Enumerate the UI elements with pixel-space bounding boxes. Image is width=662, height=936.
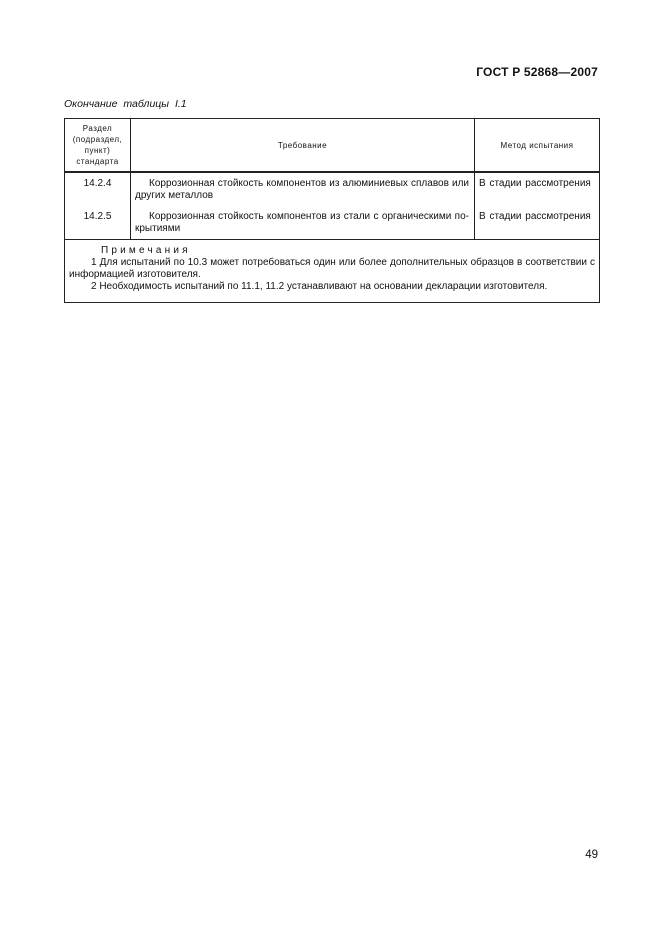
column-header-method: Метод испытания (475, 119, 600, 173)
column-header-requirement: Требование (131, 119, 475, 173)
notes-title: Примечания (101, 245, 191, 256)
table-row (65, 205, 600, 240)
notes-row (65, 240, 600, 303)
row-section-number: 14.2.4 (65, 172, 131, 205)
row-section-number: 14.2.5 (65, 205, 131, 240)
notes-block (65, 240, 600, 303)
row-requirement: Коррозионная стойкость компонентов из стали с органическими по-крытиями (131, 205, 475, 240)
page-number: 49 (585, 849, 598, 861)
section-header-line-2: (подраздел, (72, 135, 123, 144)
note-item-1: 1 Для испытаний по 10.3 может потребоваться один или более дополнительных образцов в соответствии с информацией изготовителя. (69, 257, 595, 280)
table-row (65, 172, 600, 205)
table-caption: Окончание таблицы I.1 (64, 98, 187, 110)
row-requirement: Коррозионная стойкость компонентов из алюминиевых сплавов или других металлов (131, 172, 475, 205)
row-test-method: В стадии рассмотрения (475, 205, 600, 240)
standard-code: ГОСТ Р 52868—2007 (476, 65, 598, 79)
column-header-section (65, 119, 131, 173)
table-header-row (65, 119, 600, 173)
row-test-method: В стадии рассмотрения (475, 172, 600, 205)
section-header-line-3: пункт) (84, 146, 111, 155)
requirements-table (64, 118, 600, 303)
note-item-2: 2 Необходимость испытаний по 11.1, 11.2 устанавливают на основании декларации изготовителя. (91, 281, 548, 292)
section-header-line-1: Раздел (82, 124, 113, 133)
section-header-line-4: стандарта (76, 157, 119, 166)
